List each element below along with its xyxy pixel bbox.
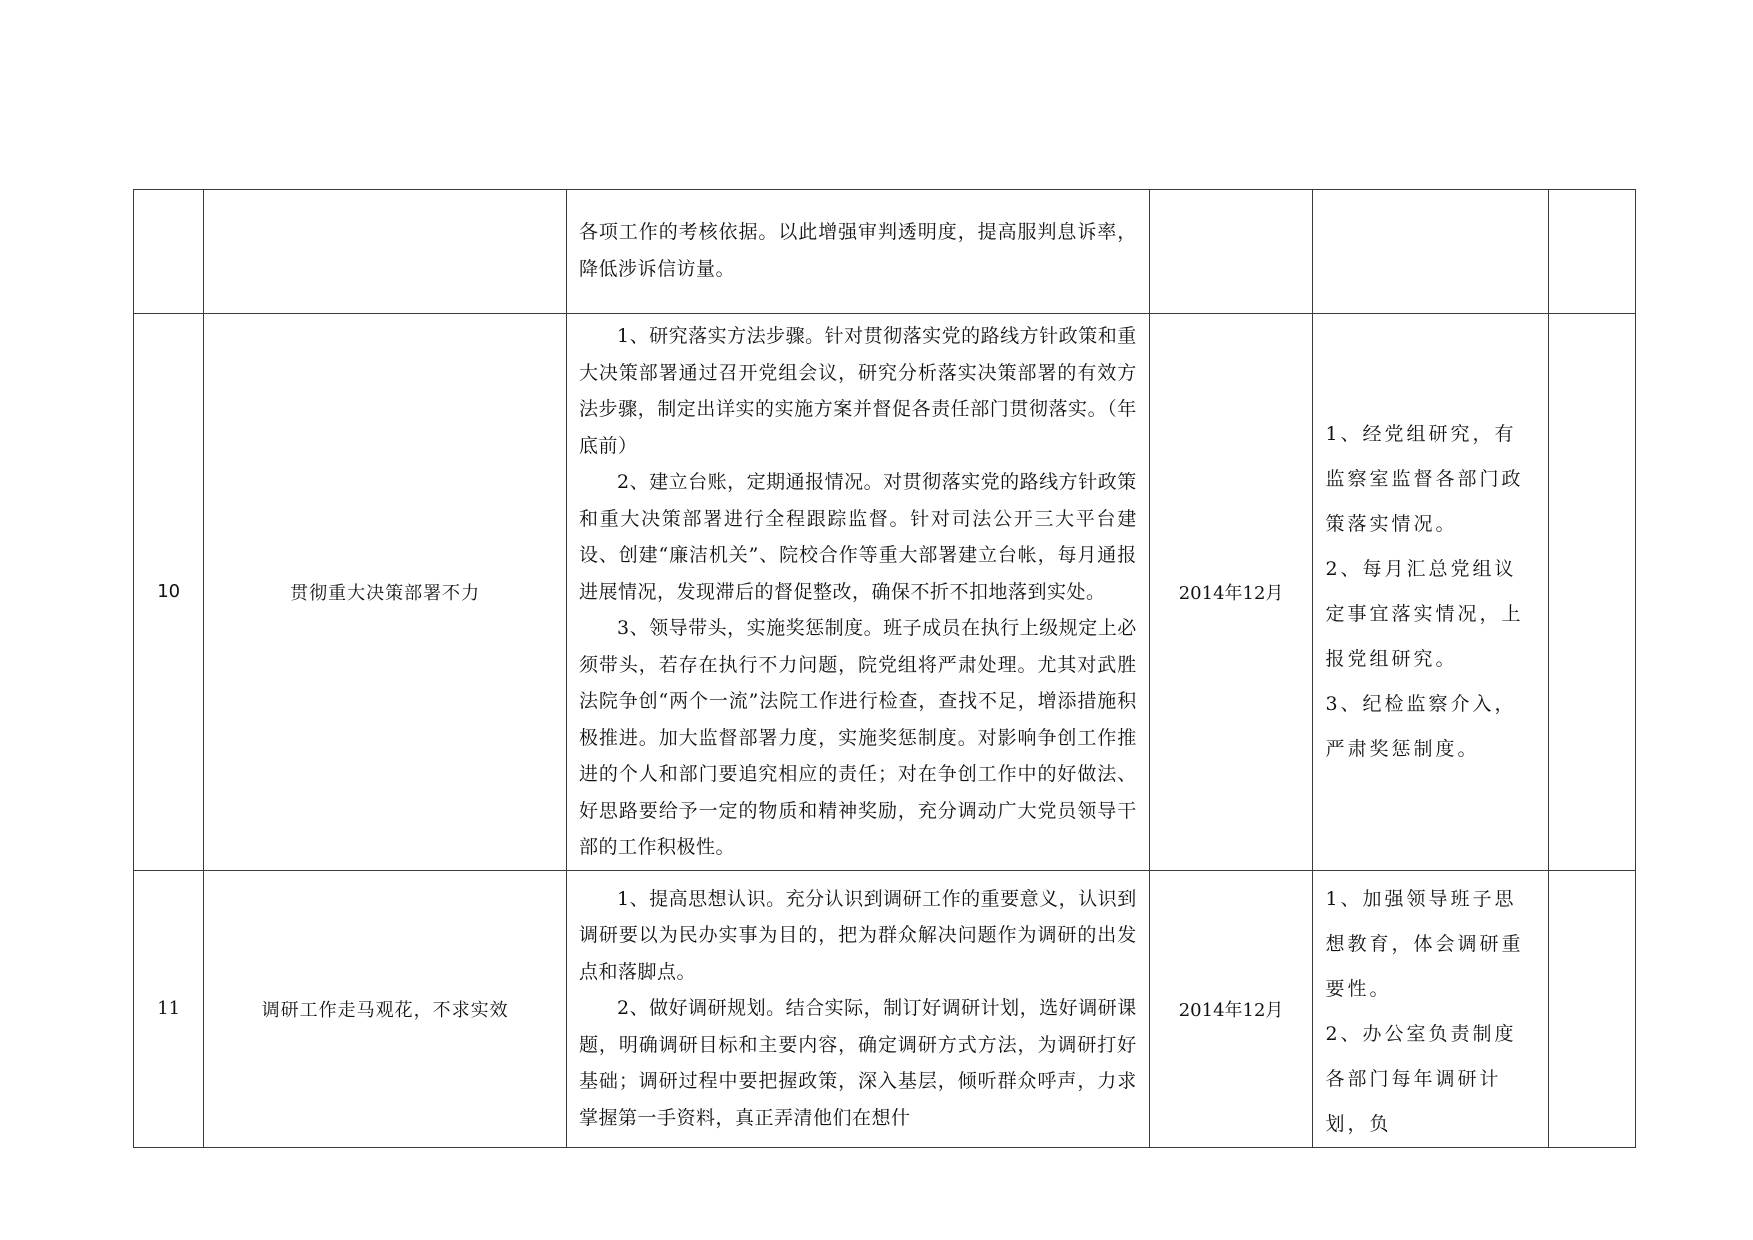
measures-cell	[567, 190, 1150, 314]
row-number-cell	[134, 190, 204, 314]
deadline-cell: 2014年12月	[1149, 314, 1313, 871]
responsibility-item: 3、纪检监察介入，严肃奖惩制度。	[1325, 692, 1517, 760]
table-row	[134, 190, 1636, 314]
deadline-cell: 2014年12月	[1149, 870, 1313, 1147]
responsibility-cell	[1313, 314, 1548, 871]
table-row	[134, 314, 1636, 871]
measures-cell	[567, 870, 1150, 1147]
note-cell	[1548, 190, 1635, 314]
measure-paragraph: 2、做好调研规划。结合实际，制订好调研计划，选好调研课题，明确调研目标和主要内容，确定调研方式方法，为调研打好基础；调研过程中要把握政策，深入基层，倾听群众呼声，力求掌握第一手资料，真正弄清他们在想什	[579, 997, 1137, 1129]
table-row	[134, 870, 1636, 1147]
deadline-cell	[1149, 190, 1313, 314]
responsibility-cell	[1313, 190, 1548, 314]
responsibility-item: 1、经党组研究，有监察室监督各部门政策落实情况。	[1325, 422, 1524, 535]
note-cell	[1548, 314, 1635, 871]
measure-paragraph: 1、提高思想认识。充分认识到调研工作的重要意义，认识到调研要以为民办实事为目的，把为群众解决问题作为调研的出发点和落脚点。	[579, 887, 1137, 983]
measure-paragraph: 2、建立台账，定期通报情况。对贯彻落实党的路线方针政策和重大决策部署进行全程跟踪监督。针对司法公开三大平台建设、创建“廉洁机关”、院校合作等重大部署建立台帐，每月通报进展情况，发现滞后的督促整改，确保不折不扣地落到实处。	[579, 471, 1137, 603]
responsibility-item: 1、加强领导班子思想教育，体会调研重要性。	[1325, 887, 1524, 1000]
measure-paragraph: 各项工作的考核依据。以此增强审判透明度，提高服判息诉率，降低涉诉信访量。	[579, 221, 1137, 280]
measure-paragraph: 1、研究落实方法步骤。针对贯彻落实党的路线方针政策和重大决策部署通过召开党组会议，研究分析落实决策部署的有效方法步骤，制定出详实的实施方案并督促各责任部门贯彻落实。（年底前）	[579, 325, 1137, 457]
responsibility-item: 2、办公室负责制度各部门每年调研计划，负	[1325, 1022, 1517, 1135]
measures-cell	[567, 314, 1150, 871]
responsibility-item: 2、每月汇总党组议定事宜落实情况，上报党组研究。	[1325, 557, 1524, 670]
row-number-cell: 11	[134, 870, 204, 1147]
responsibility-cell	[1313, 870, 1548, 1147]
row-number-cell: 10	[134, 314, 204, 871]
issue-cell: 贯彻重大决策部署不力	[204, 314, 567, 871]
rectification-table	[133, 189, 1636, 1148]
measure-paragraph: 3、领导带头，实施奖惩制度。班子成员在执行上级规定上必须带头，若存在执行不力问题，院党组将严肃处理。尤其对武胜法院争创“两个一流”法院工作进行检查，查找不足，增添措施积极推进。加大监督部署力度，实施奖惩制度。对影响争创工作推进的个人和部门要追究相应的责任；对在争创工作中的好做法、好思路要给予一定的物质和精神奖励，充分调动广大党员领导干部的工作积极性。	[579, 617, 1137, 858]
note-cell	[1548, 870, 1635, 1147]
issue-cell	[204, 190, 567, 314]
issue-cell: 调研工作走马观花，不求实效	[204, 870, 567, 1147]
